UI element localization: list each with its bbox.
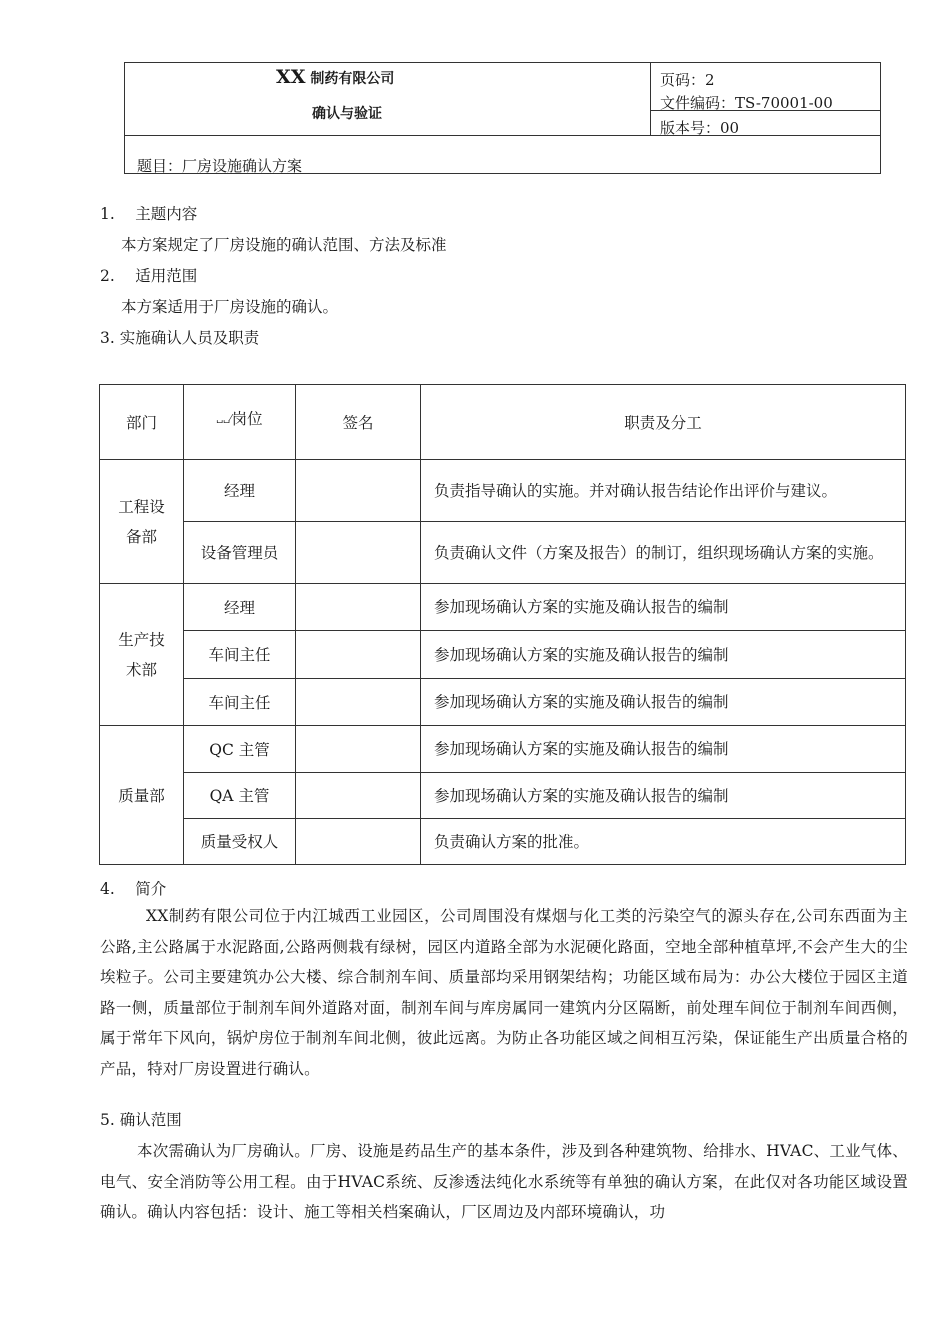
col-header-post-prefix: ␣␣⁄ [216,414,232,424]
col-header-sign: 签名 [342,413,374,432]
col-header-post [184,385,295,453]
section-1-body: 本方案规定了厂房设施的确认范围、方法及标准 [121,236,447,254]
page-number: 页码：2 [660,71,715,89]
duty-cell: 负责确认文件（方案及报告）的制订，组织现场确认方案的实施。 [434,543,884,562]
section-3-title: 3. 实施确认人员及职责 [100,329,260,347]
duty-cell: 负责指导确认的实施。并对确认报告结论作出评价与建议。 [434,481,838,500]
company-name [276,66,394,88]
dept-engineering [100,460,183,584]
company-name-rest: 制药有限公司 [305,71,395,87]
post-cell: 车间主任 [208,693,271,712]
post-cell: 设备管理员 [200,544,279,562]
post-cell: 经理 [223,482,255,500]
dept-production [100,584,183,726]
dept-quality [100,726,183,865]
col-header-dept: 部门 [125,413,157,432]
post-cell: 经理 [223,598,255,617]
section-5-title: 5. 确认范围 [100,1111,182,1129]
duty-cell: 负责确认方案的批准。 [434,832,590,851]
section-2-body: 本方案适用于厂房设施的确认。 [121,298,339,316]
version-number: 版本号：00 [660,119,740,137]
post-cell: QA 主管 [209,787,270,805]
section-1-title: 1. 主题内容 [100,205,198,223]
section-5-body: 本次需确认为厂房确认。厂房、设施是药品生产的基本条件，涉及到各种建筑物、给排水、HVAC、工业气体、电气、安全消防等公用工程。由于HVAC系统、反渗透法纯化水系统等有单独的确认方案，在此仅对各功能区域设置确认。确认内容包括：设计、施工等相关档案确认，厂区周边及内部环境确认，功 [100,1142,908,1221]
duty-cell: 参加现场确认方案的实施及确认报告的编制 [434,740,729,758]
duty-cell: 参加现场确认方案的实施及确认报告的编制 [434,645,729,664]
section-2-title: 2. 适用范围 [100,267,198,285]
post-cell: 质量受权人 [200,833,279,851]
section-4-body: XX制药有限公司位于内江城西工业园区，公司周围没有煤烟与化工类的污染空气的源头存在,公司东西面为主公路,主公路属于水泥路面,公路两侧栽有绿树，园区内道路全部为水泥硬化路面，空地全部种植草坪,不会产生大的尘埃粒子。公司主要建筑办公大楼、综合制剂车间、质量部均采用钢架结构；功能区域布局为：办公大楼位于园区主道路一侧，质量部位于制剂车间外道路对面，制剂车间与库房属同一建筑内分区隔断，前处理车间位于制剂车间西侧，属于常年下风向，锅炉房位于制剂车间北侧，彼此远离。为防止各功能区域之间相互污染，保证能生产出质量合格的产品，特对厂房设置进行确认。 [100,907,908,1078]
section-4-title: 4. 简介 [100,880,167,898]
post-cell: QC 主管 [209,740,270,759]
duty-cell: 参加现场确认方案的实施及确认报告的编制 [434,598,729,616]
col-header-post-label: 岗位 [231,410,263,428]
document-subject: 题目：厂房设施确认方案 [137,157,303,175]
duty-cell: 参加现场确认方案的实施及确认报告的编制 [434,693,729,711]
col-header-duty: 职责及分工 [624,413,702,432]
post-cell: 车间主任 [208,646,271,664]
dept-line: 生产技 [118,631,165,649]
dept-line: 备部 [125,528,157,546]
dept-line: 术部 [125,661,157,679]
dept-line: 质量部 [118,786,165,805]
dept-line: 工程设 [118,498,165,516]
header-grid [0,0,950,180]
doc-category: 确认与验证 [312,106,382,122]
duty-cell: 参加现场确认方案的实施及确认报告的编制 [434,786,729,805]
company-name-bold: XX [276,66,306,88]
document-code: 文件编码：TS-70001-00 [660,94,833,112]
